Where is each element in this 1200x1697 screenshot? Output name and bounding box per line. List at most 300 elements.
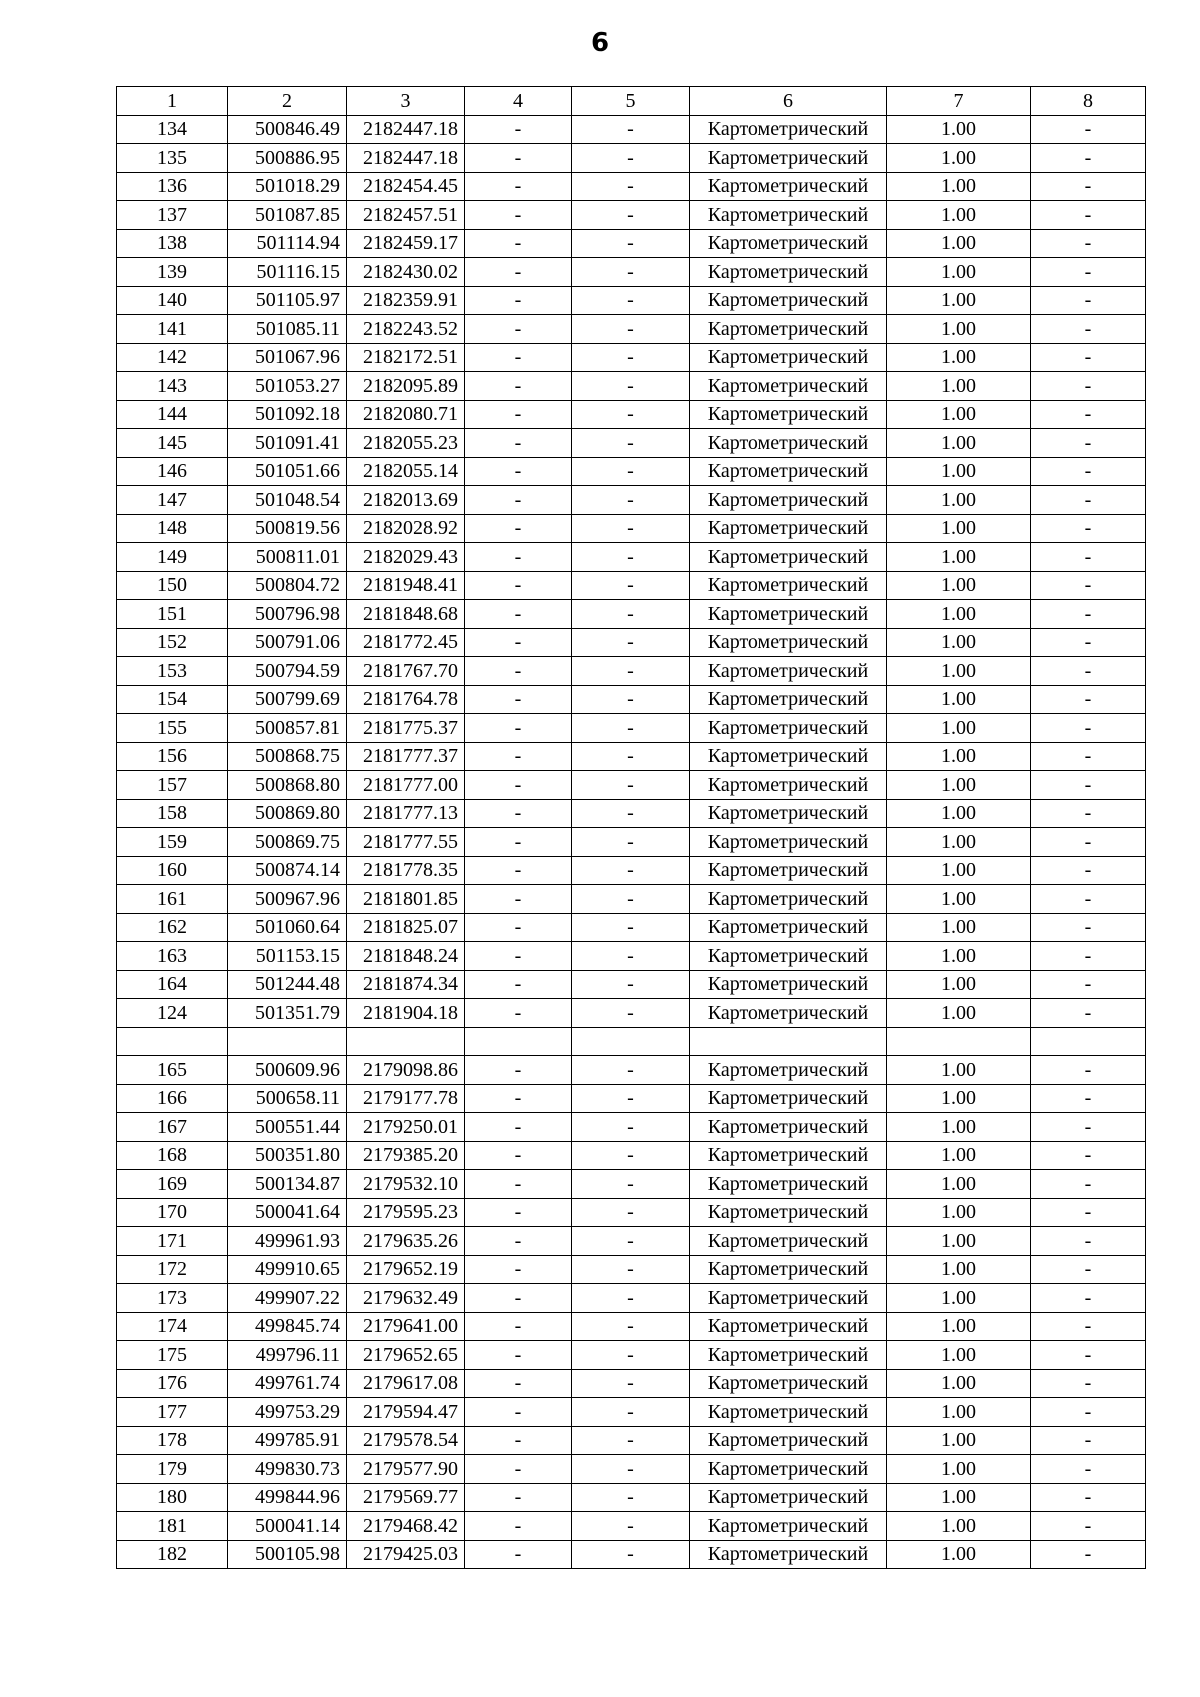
col5-cell: - bbox=[572, 1426, 690, 1455]
col4-cell: - bbox=[465, 1170, 572, 1199]
table-row bbox=[117, 571, 1146, 600]
col8-cell: - bbox=[1031, 1398, 1146, 1427]
col8-cell: - bbox=[1031, 457, 1146, 486]
table-row bbox=[117, 1227, 1146, 1256]
col4-cell: - bbox=[465, 286, 572, 315]
method-cell: Картометрический bbox=[690, 1284, 887, 1313]
accuracy-cell: 1.00 bbox=[887, 543, 1031, 572]
y-coordinate-cell: 2182172.51 bbox=[347, 343, 465, 372]
accuracy-cell: 1.00 bbox=[887, 400, 1031, 429]
x-coordinate-cell: 500551.44 bbox=[228, 1113, 347, 1142]
method-cell: Картометрический bbox=[690, 1426, 887, 1455]
point-number-cell: 155 bbox=[117, 714, 228, 743]
col8-cell: - bbox=[1031, 913, 1146, 942]
col5-cell: - bbox=[572, 429, 690, 458]
table-row bbox=[117, 799, 1146, 828]
x-coordinate-cell: 501048.54 bbox=[228, 486, 347, 515]
accuracy-cell: 1.00 bbox=[887, 628, 1031, 657]
point-number-cell: 168 bbox=[117, 1141, 228, 1170]
accuracy-cell: 1.00 bbox=[887, 999, 1031, 1028]
x-coordinate-cell: 500869.80 bbox=[228, 799, 347, 828]
x-coordinate-cell: 499830.73 bbox=[228, 1455, 347, 1484]
col5-cell: - bbox=[572, 685, 690, 714]
col8-cell: - bbox=[1031, 514, 1146, 543]
method-cell: Картометрический bbox=[690, 913, 887, 942]
y-coordinate-cell: 2179594.47 bbox=[347, 1398, 465, 1427]
method-cell: Картометрический bbox=[690, 1455, 887, 1484]
y-coordinate-cell: 2181801.85 bbox=[347, 885, 465, 914]
y-coordinate-cell: 2182243.52 bbox=[347, 315, 465, 344]
col4-cell: - bbox=[465, 1312, 572, 1341]
method-cell: Картометрический bbox=[690, 429, 887, 458]
method-cell: Картометрический bbox=[690, 372, 887, 401]
col5-cell: - bbox=[572, 1113, 690, 1142]
col4-cell: - bbox=[465, 657, 572, 686]
accuracy-cell: 1.00 bbox=[887, 229, 1031, 258]
table-row bbox=[117, 1113, 1146, 1142]
accuracy-cell: 1.00 bbox=[887, 600, 1031, 629]
method-cell: Картометрический bbox=[690, 1084, 887, 1113]
y-coordinate-cell: 2179578.54 bbox=[347, 1426, 465, 1455]
point-number-cell: 143 bbox=[117, 372, 228, 401]
y-coordinate-cell: 2179652.19 bbox=[347, 1255, 465, 1284]
col8-cell: - bbox=[1031, 343, 1146, 372]
method-cell: Картометрический bbox=[690, 628, 887, 657]
table-row bbox=[117, 1426, 1146, 1455]
table-row bbox=[117, 742, 1146, 771]
col4-cell: - bbox=[465, 429, 572, 458]
method-cell: Картометрический bbox=[690, 828, 887, 857]
method-cell: Картометрический bbox=[690, 1512, 887, 1541]
col4-cell: - bbox=[465, 1483, 572, 1512]
accuracy-cell: 1.00 bbox=[887, 315, 1031, 344]
col4-cell: - bbox=[465, 1113, 572, 1142]
table-row bbox=[117, 600, 1146, 629]
method-cell: Картометрический bbox=[690, 400, 887, 429]
col5-cell bbox=[572, 1027, 690, 1056]
method-cell bbox=[690, 1027, 887, 1056]
x-coordinate-cell: 499844.96 bbox=[228, 1483, 347, 1512]
method-cell: Картометрический bbox=[690, 714, 887, 743]
table-row bbox=[117, 771, 1146, 800]
table-row bbox=[117, 258, 1146, 287]
y-coordinate-cell: 2182013.69 bbox=[347, 486, 465, 515]
method-cell: Картометрический bbox=[690, 1255, 887, 1284]
col8-cell: - bbox=[1031, 1056, 1146, 1085]
col5-cell: - bbox=[572, 1341, 690, 1370]
y-coordinate-cell: 2181777.55 bbox=[347, 828, 465, 857]
accuracy-cell: 1.00 bbox=[887, 1341, 1031, 1370]
method-cell: Картометрический bbox=[690, 742, 887, 771]
col5-cell: - bbox=[572, 771, 690, 800]
col8-cell: - bbox=[1031, 942, 1146, 971]
point-number-cell: 167 bbox=[117, 1113, 228, 1142]
x-coordinate-cell: 501051.66 bbox=[228, 457, 347, 486]
col5-cell: - bbox=[572, 514, 690, 543]
col8-cell: - bbox=[1031, 1455, 1146, 1484]
y-coordinate-cell: 2181948.41 bbox=[347, 571, 465, 600]
x-coordinate-cell: 500869.75 bbox=[228, 828, 347, 857]
col4-cell: - bbox=[465, 1512, 572, 1541]
accuracy-cell: 1.00 bbox=[887, 144, 1031, 173]
y-coordinate-cell: 2181778.35 bbox=[347, 856, 465, 885]
y-coordinate-cell: 2181772.45 bbox=[347, 628, 465, 657]
col8-cell: - bbox=[1031, 970, 1146, 999]
col8-cell: - bbox=[1031, 714, 1146, 743]
method-cell: Картометрический bbox=[690, 457, 887, 486]
y-coordinate-cell: 2179617.08 bbox=[347, 1369, 465, 1398]
col8-cell: - bbox=[1031, 742, 1146, 771]
point-number-cell: 146 bbox=[117, 457, 228, 486]
y-coordinate-cell: 2179468.42 bbox=[347, 1512, 465, 1541]
table-row bbox=[117, 970, 1146, 999]
y-coordinate-cell: 2182055.14 bbox=[347, 457, 465, 486]
y-coordinate-cell: 2179425.03 bbox=[347, 1540, 465, 1569]
x-coordinate-cell: 500799.69 bbox=[228, 685, 347, 714]
accuracy-cell: 1.00 bbox=[887, 885, 1031, 914]
table-row bbox=[117, 942, 1146, 971]
point-number-cell: 163 bbox=[117, 942, 228, 971]
col5-cell: - bbox=[572, 1512, 690, 1541]
col8-cell: - bbox=[1031, 1198, 1146, 1227]
col8-cell: - bbox=[1031, 600, 1146, 629]
x-coordinate-cell: 499845.74 bbox=[228, 1312, 347, 1341]
x-coordinate-cell: 501105.97 bbox=[228, 286, 347, 315]
col4-cell: - bbox=[465, 1084, 572, 1113]
col8-cell: - bbox=[1031, 1141, 1146, 1170]
col8-cell: - bbox=[1031, 201, 1146, 230]
table-row bbox=[117, 885, 1146, 914]
header-cell: 8 bbox=[1031, 87, 1146, 116]
col4-cell: - bbox=[465, 1369, 572, 1398]
point-number-cell: 180 bbox=[117, 1483, 228, 1512]
x-coordinate-cell: 500857.81 bbox=[228, 714, 347, 743]
accuracy-cell: 1.00 bbox=[887, 1512, 1031, 1541]
page-number: 6 bbox=[590, 28, 610, 58]
y-coordinate-cell: 2181777.00 bbox=[347, 771, 465, 800]
col8-cell: - bbox=[1031, 1170, 1146, 1199]
x-coordinate-cell: 500874.14 bbox=[228, 856, 347, 885]
method-cell: Картометрический bbox=[690, 999, 887, 1028]
accuracy-cell: 1.00 bbox=[887, 1198, 1031, 1227]
method-cell: Картометрический bbox=[690, 771, 887, 800]
col4-cell: - bbox=[465, 1398, 572, 1427]
point-number-cell: 145 bbox=[117, 429, 228, 458]
method-cell: Картометрический bbox=[690, 657, 887, 686]
table-row bbox=[117, 1255, 1146, 1284]
col5-cell: - bbox=[572, 1198, 690, 1227]
method-cell: Картометрический bbox=[690, 1170, 887, 1199]
method-cell: Картометрический bbox=[690, 942, 887, 971]
col8-cell: - bbox=[1031, 771, 1146, 800]
col4-cell: - bbox=[465, 1255, 572, 1284]
col8-cell: - bbox=[1031, 799, 1146, 828]
col8-cell: - bbox=[1031, 828, 1146, 857]
table-row bbox=[117, 1056, 1146, 1085]
col8-cell: - bbox=[1031, 400, 1146, 429]
y-coordinate-cell: 2182457.51 bbox=[347, 201, 465, 230]
method-cell: Картометрический bbox=[690, 315, 887, 344]
x-coordinate-cell: 501060.64 bbox=[228, 913, 347, 942]
col8-cell: - bbox=[1031, 628, 1146, 657]
table-row bbox=[117, 1198, 1146, 1227]
col4-cell: - bbox=[465, 628, 572, 657]
point-number-cell: 158 bbox=[117, 799, 228, 828]
header-cell: 5 bbox=[572, 87, 690, 116]
x-coordinate-cell: 500804.72 bbox=[228, 571, 347, 600]
accuracy-cell: 1.00 bbox=[887, 970, 1031, 999]
col5-cell: - bbox=[572, 970, 690, 999]
header-cell: 7 bbox=[887, 87, 1031, 116]
point-number-cell: 138 bbox=[117, 229, 228, 258]
col5-cell: - bbox=[572, 400, 690, 429]
accuracy-cell: 1.00 bbox=[887, 942, 1031, 971]
col4-cell: - bbox=[465, 685, 572, 714]
col5-cell: - bbox=[572, 1227, 690, 1256]
x-coordinate-cell: 501091.41 bbox=[228, 429, 347, 458]
col4-cell: - bbox=[465, 315, 572, 344]
accuracy-cell: 1.00 bbox=[887, 1455, 1031, 1484]
x-coordinate-cell: 501067.96 bbox=[228, 343, 347, 372]
coordinates-table bbox=[116, 86, 1146, 1569]
col4-cell: - bbox=[465, 543, 572, 572]
x-coordinate-cell: 500041.14 bbox=[228, 1512, 347, 1541]
accuracy-cell: 1.00 bbox=[887, 115, 1031, 144]
point-number-cell: 142 bbox=[117, 343, 228, 372]
method-cell: Картометрический bbox=[690, 600, 887, 629]
accuracy-cell: 1.00 bbox=[887, 571, 1031, 600]
point-number-cell: 152 bbox=[117, 628, 228, 657]
point-number-cell: 178 bbox=[117, 1426, 228, 1455]
col5-cell: - bbox=[572, 1483, 690, 1512]
table-row bbox=[117, 1455, 1146, 1484]
col5-cell: - bbox=[572, 1170, 690, 1199]
table-header-row bbox=[117, 87, 1146, 116]
table-row bbox=[117, 657, 1146, 686]
x-coordinate-cell: 500134.87 bbox=[228, 1170, 347, 1199]
x-coordinate-cell: 500967.96 bbox=[228, 885, 347, 914]
table-row bbox=[117, 1284, 1146, 1313]
accuracy-cell: 1.00 bbox=[887, 172, 1031, 201]
table-row bbox=[117, 1170, 1146, 1199]
point-number-cell: 147 bbox=[117, 486, 228, 515]
col5-cell: - bbox=[572, 657, 690, 686]
method-cell: Картометрический bbox=[690, 799, 887, 828]
table-row bbox=[117, 400, 1146, 429]
point-number-cell: 166 bbox=[117, 1084, 228, 1113]
point-number-cell: 182 bbox=[117, 1540, 228, 1569]
x-coordinate-cell: 499961.93 bbox=[228, 1227, 347, 1256]
accuracy-cell: 1.00 bbox=[887, 799, 1031, 828]
x-coordinate-cell: 500868.80 bbox=[228, 771, 347, 800]
point-number-cell: 162 bbox=[117, 913, 228, 942]
point-number-cell: 174 bbox=[117, 1312, 228, 1341]
point-number-cell: 157 bbox=[117, 771, 228, 800]
x-coordinate-cell: 499785.91 bbox=[228, 1426, 347, 1455]
accuracy-cell: 1.00 bbox=[887, 1369, 1031, 1398]
x-coordinate-cell: 500791.06 bbox=[228, 628, 347, 657]
table-row bbox=[117, 856, 1146, 885]
y-coordinate-cell: 2182454.45 bbox=[347, 172, 465, 201]
method-cell: Картометрический bbox=[690, 1341, 887, 1370]
col4-cell: - bbox=[465, 942, 572, 971]
col4-cell: - bbox=[465, 1341, 572, 1370]
point-number-cell: 176 bbox=[117, 1369, 228, 1398]
y-coordinate-cell: 2179632.49 bbox=[347, 1284, 465, 1313]
col5-cell: - bbox=[572, 885, 690, 914]
col8-cell: - bbox=[1031, 115, 1146, 144]
col4-cell: - bbox=[465, 913, 572, 942]
col4-cell: - bbox=[465, 258, 572, 287]
col8-cell: - bbox=[1031, 372, 1146, 401]
method-cell: Картометрический bbox=[690, 258, 887, 287]
method-cell: Картометрический bbox=[690, 1312, 887, 1341]
col5-cell: - bbox=[572, 286, 690, 315]
x-coordinate-cell: 501018.29 bbox=[228, 172, 347, 201]
y-coordinate-cell: 2181825.07 bbox=[347, 913, 465, 942]
col5-cell: - bbox=[572, 571, 690, 600]
table-row bbox=[117, 685, 1146, 714]
accuracy-cell: 1.00 bbox=[887, 343, 1031, 372]
col8-cell: - bbox=[1031, 1369, 1146, 1398]
col5-cell: - bbox=[572, 1284, 690, 1313]
table-row bbox=[117, 457, 1146, 486]
point-number-cell: 134 bbox=[117, 115, 228, 144]
method-cell: Картометрический bbox=[690, 514, 887, 543]
y-coordinate-cell: 2179569.77 bbox=[347, 1483, 465, 1512]
col8-cell: - bbox=[1031, 1426, 1146, 1455]
col5-cell: - bbox=[572, 372, 690, 401]
accuracy-cell: 1.00 bbox=[887, 1056, 1031, 1085]
y-coordinate-cell: 2182359.91 bbox=[347, 286, 465, 315]
header-cell: 4 bbox=[465, 87, 572, 116]
header-cell: 1 bbox=[117, 87, 228, 116]
col4-cell: - bbox=[465, 372, 572, 401]
table-row bbox=[117, 372, 1146, 401]
y-coordinate-cell: 2181775.37 bbox=[347, 714, 465, 743]
col8-cell: - bbox=[1031, 1312, 1146, 1341]
col8-cell: - bbox=[1031, 885, 1146, 914]
accuracy-cell: 1.00 bbox=[887, 771, 1031, 800]
col8-cell: - bbox=[1031, 543, 1146, 572]
x-coordinate-cell: 501092.18 bbox=[228, 400, 347, 429]
point-number-cell: 170 bbox=[117, 1198, 228, 1227]
method-cell: Картометрический bbox=[690, 343, 887, 372]
table-row bbox=[117, 1512, 1146, 1541]
y-coordinate-cell: 2181777.37 bbox=[347, 742, 465, 771]
col4-cell: - bbox=[465, 400, 572, 429]
col4-cell: - bbox=[465, 771, 572, 800]
accuracy-cell bbox=[887, 1027, 1031, 1056]
point-number-cell: 159 bbox=[117, 828, 228, 857]
table-row bbox=[117, 229, 1146, 258]
accuracy-cell: 1.00 bbox=[887, 1113, 1031, 1142]
col8-cell: - bbox=[1031, 1113, 1146, 1142]
col4-cell: - bbox=[465, 1540, 572, 1569]
col5-cell: - bbox=[572, 1084, 690, 1113]
point-number-cell: 181 bbox=[117, 1512, 228, 1541]
col8-cell: - bbox=[1031, 1255, 1146, 1284]
col5-cell: - bbox=[572, 543, 690, 572]
x-coordinate-cell: 501244.48 bbox=[228, 970, 347, 999]
y-coordinate-cell: 2182080.71 bbox=[347, 400, 465, 429]
col4-cell: - bbox=[465, 999, 572, 1028]
method-cell: Картометрический bbox=[690, 571, 887, 600]
table-row bbox=[117, 1483, 1146, 1512]
col4-cell: - bbox=[465, 1284, 572, 1313]
accuracy-cell: 1.00 bbox=[887, 1483, 1031, 1512]
point-number-cell: 139 bbox=[117, 258, 228, 287]
col8-cell: - bbox=[1031, 315, 1146, 344]
y-coordinate-cell: 2182029.43 bbox=[347, 543, 465, 572]
y-coordinate-cell: 2179177.78 bbox=[347, 1084, 465, 1113]
method-cell: Картометрический bbox=[690, 1056, 887, 1085]
col5-cell: - bbox=[572, 742, 690, 771]
col4-cell: - bbox=[465, 1056, 572, 1085]
x-coordinate-cell: 500886.95 bbox=[228, 144, 347, 173]
method-cell: Картометрический bbox=[690, 1398, 887, 1427]
table-body bbox=[117, 115, 1146, 1569]
point-number-cell: 150 bbox=[117, 571, 228, 600]
table-row bbox=[117, 1084, 1146, 1113]
point-number-cell: 153 bbox=[117, 657, 228, 686]
accuracy-cell: 1.00 bbox=[887, 685, 1031, 714]
col8-cell: - bbox=[1031, 1227, 1146, 1256]
accuracy-cell: 1.00 bbox=[887, 1540, 1031, 1569]
point-number-cell: 136 bbox=[117, 172, 228, 201]
col4-cell: - bbox=[465, 1455, 572, 1484]
col8-cell: - bbox=[1031, 144, 1146, 173]
point-number-cell: 179 bbox=[117, 1455, 228, 1484]
method-cell: Картометрический bbox=[690, 885, 887, 914]
method-cell: Картометрический bbox=[690, 144, 887, 173]
point-number-cell: 137 bbox=[117, 201, 228, 230]
col5-cell: - bbox=[572, 913, 690, 942]
y-coordinate-cell: 2181874.34 bbox=[347, 970, 465, 999]
point-number-cell: 148 bbox=[117, 514, 228, 543]
y-coordinate-cell: 2181764.78 bbox=[347, 685, 465, 714]
table-row bbox=[117, 828, 1146, 857]
table-row bbox=[117, 1312, 1146, 1341]
col4-cell: - bbox=[465, 856, 572, 885]
y-coordinate-cell: 2179385.20 bbox=[347, 1141, 465, 1170]
table-row bbox=[117, 1540, 1146, 1569]
header-cell: 6 bbox=[690, 87, 887, 116]
x-coordinate-cell: 501087.85 bbox=[228, 201, 347, 230]
accuracy-cell: 1.00 bbox=[887, 429, 1031, 458]
x-coordinate-cell: 500811.01 bbox=[228, 543, 347, 572]
point-number-cell: 151 bbox=[117, 600, 228, 629]
table-row bbox=[117, 514, 1146, 543]
accuracy-cell: 1.00 bbox=[887, 514, 1031, 543]
y-coordinate-cell: 2179098.86 bbox=[347, 1056, 465, 1085]
col8-cell: - bbox=[1031, 172, 1146, 201]
method-cell: Картометрический bbox=[690, 286, 887, 315]
x-coordinate-cell: 500351.80 bbox=[228, 1141, 347, 1170]
x-coordinate-cell: 501153.15 bbox=[228, 942, 347, 971]
point-number-cell: 169 bbox=[117, 1170, 228, 1199]
point-number-cell: 149 bbox=[117, 543, 228, 572]
point-number-cell: 135 bbox=[117, 144, 228, 173]
table-row bbox=[117, 201, 1146, 230]
y-coordinate-cell: 2179532.10 bbox=[347, 1170, 465, 1199]
accuracy-cell: 1.00 bbox=[887, 201, 1031, 230]
col5-cell: - bbox=[572, 1540, 690, 1569]
col4-cell bbox=[465, 1027, 572, 1056]
table-row bbox=[117, 628, 1146, 657]
col5-cell: - bbox=[572, 1141, 690, 1170]
accuracy-cell: 1.00 bbox=[887, 486, 1031, 515]
